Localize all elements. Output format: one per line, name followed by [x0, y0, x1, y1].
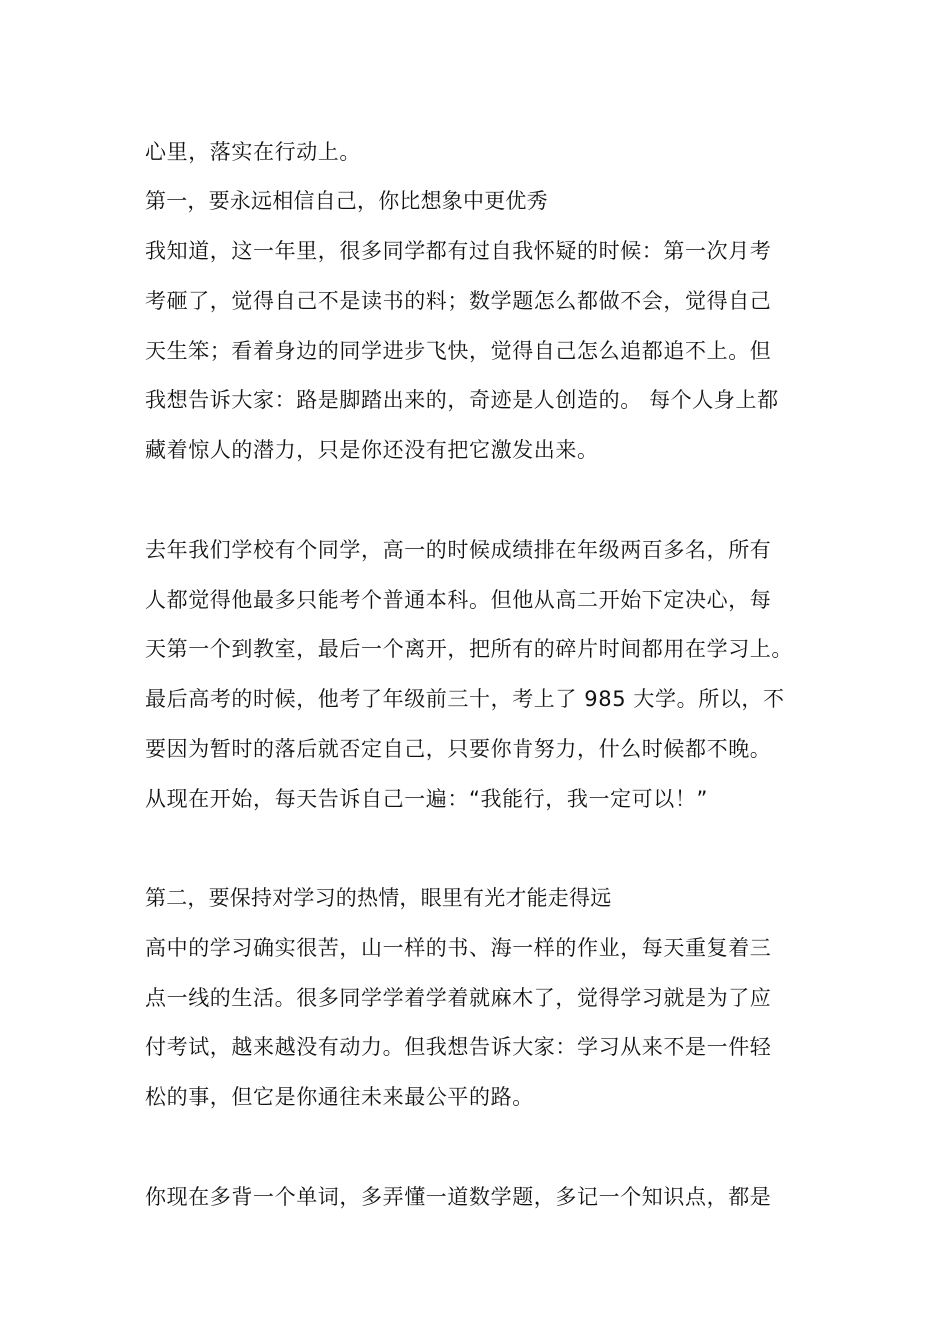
text-line: 藏着惊人的潜力，只是你还没有把它激发出来。 [145, 438, 599, 462]
text-line: 要因为暂时的落后就否定自己，只要你肯努力，什么时候都不晚。 [145, 737, 772, 761]
text-line: 高中的学习确实很苦，山一样的书、海一样的作业，每天重复着三 [145, 936, 772, 960]
text-line: 最后高考的时候，他考了年级前三十，考上了 985 大学。所以，不 [145, 687, 785, 711]
text-line: 心里，落实在行动上。 [145, 140, 361, 164]
section-heading: 第二，要保持对学习的热情，眼里有光才能走得远 [145, 886, 612, 910]
text-line: 你现在多背一个单词，多弄懂一道数学题，多记一个知识点，都是 [145, 1185, 772, 1209]
text-line: 天生笨；看着身边的同学进步飞快，觉得自己怎么追都追不上。但 [145, 339, 772, 363]
text-line: 考砸了，觉得自己不是读书的料；数学题怎么都做不会，觉得自己 [145, 289, 772, 313]
text-line: 点一线的生活。很多同学学着学着就麻木了，觉得学习就是为了应 [145, 986, 772, 1010]
text-line: 从现在开始，每天告诉自己一遍：“我能行，我一定可以！” [145, 787, 708, 811]
text-line: 去年我们学校有个同学，高一的时候成绩排在年级两百多名，所有 [145, 538, 772, 562]
text-line: 松的事，但它是你通往未来最公平的路。 [145, 1085, 534, 1109]
text-line: 付考试，越来越没有动力。但我想告诉大家：学习从来不是一件轻 [145, 1035, 772, 1059]
text-line: 人都觉得他最多只能考个普通本科。但他从高二开始下定决心，每 [145, 588, 772, 612]
text-line: 我知道，这一年里，很多同学都有过自我怀疑的时候：第一次月考 [145, 239, 772, 263]
text-line: 我想告诉大家：路是脚踏出来的，奇迹是人创造的。 每个人身上都 [145, 388, 779, 412]
section-heading: 第一，要永远相信自己，你比想象中更优秀 [145, 189, 548, 213]
text-line: 天第一个到教室，最后一个离开，把所有的碎片时间都用在学习上。 [145, 637, 793, 661]
